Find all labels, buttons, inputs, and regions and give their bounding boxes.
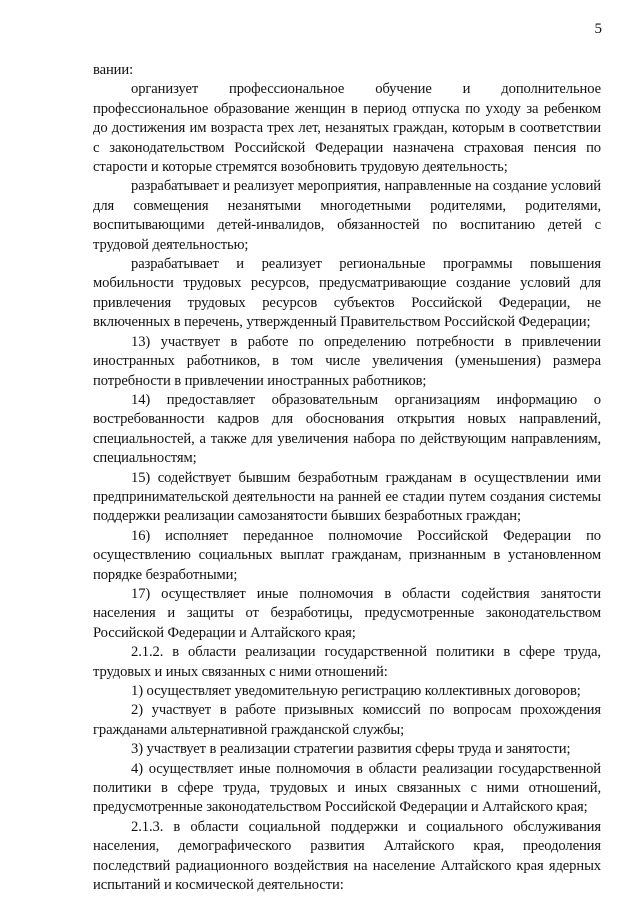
paragraph: 1) осуществляет уведомительную регистрацию коллективных договоров;: [131, 683, 581, 699]
paragraph: вании:: [93, 62, 134, 78]
paragraph: 2.1.3. в области социальной поддержки и социального обслуживания населения, демографического развития Алтайского края, преодоления последствий радиационного воздействия на население Алтайского края ядерных испытаний и космической деятельности:: [93, 818, 601, 894]
paragraph: 13) участвует в работе по определению потребности в привлечении иностранных работников, в том числе увеличения (уменьшения) размера потребности в привлечении иностранных работников;: [93, 333, 601, 389]
paragraph: 2) участвует в работе призывных комиссий по вопросам прохождения гражданами альтернативной гражданской службы;: [93, 702, 601, 738]
paragraph: 16) исполняет переданное полномочие Российской Федерации по осуществлению социальных выплат гражданам, признанным в установленном порядке безработными;: [93, 527, 601, 583]
paragraph: разрабатывает и реализует региональные программы повышения мобильности трудовых ресурсов, предусматривающие создание условий для привлечения трудовых ресурсов субъектов Российской Федерации, не включенных в перечень, утвержденный Правительством Российской Федерации;: [93, 256, 601, 331]
paragraph: 14) предоставляет образовательным организациям информацию о востребованности кадров для обоснования открытия новых направлений, специальностей, а также для увеличения набора по действующим направлениям, специальностям;: [93, 391, 601, 467]
paragraph: 4) осуществляет иные полномочия в области реализации государственной политики в сфере труда, трудовых и иных связанных с ними отношений, предусмотренные законодательством Российской Федерации и Алтайского края;: [93, 760, 601, 816]
document-body: [93, 61, 601, 895]
paragraph: организует профессиональное обучение и дополнительное профессиональное образование женщин в период отпуска по уходу за ребенком до достижения им возраста трех лет, незанятых граждан, которым в соответствии с законодательством Российской Федерации назначена страховая пенсия по старости и которые стремятся возобновить трудовую деятельность;: [93, 81, 601, 176]
paragraph: 15) содействует бывшим безработным гражданам в осуществлении ими предпринимательской деятельности на ранней ее стадии путем создания системы поддержки реализации самозанятости бывших безработных граждан;: [93, 469, 601, 525]
paragraph: разрабатывает и реализует мероприятия, направленные на создание условий для совмещения незанятыми многодетными родителями, родителями, воспитывающими детей-инвалидов, обязанностей по воспитанию детей с трудовой деятельностью;: [93, 178, 601, 253]
paragraph: 17) осуществляет иные полномочия в области содействия занятости населения и защиты от безработицы, предусмотренные законодательством Российской Федерации и Алтайского края;: [93, 585, 601, 641]
page-number: 5: [594, 21, 602, 37]
paragraph: 2.1.2. в области реализации государственной политики в сфере труда, трудовых и иных связанных с ними отношений:: [93, 644, 601, 680]
paragraph: 3) участвует в реализации стратегии развития сферы труда и занятости;: [131, 741, 571, 758]
